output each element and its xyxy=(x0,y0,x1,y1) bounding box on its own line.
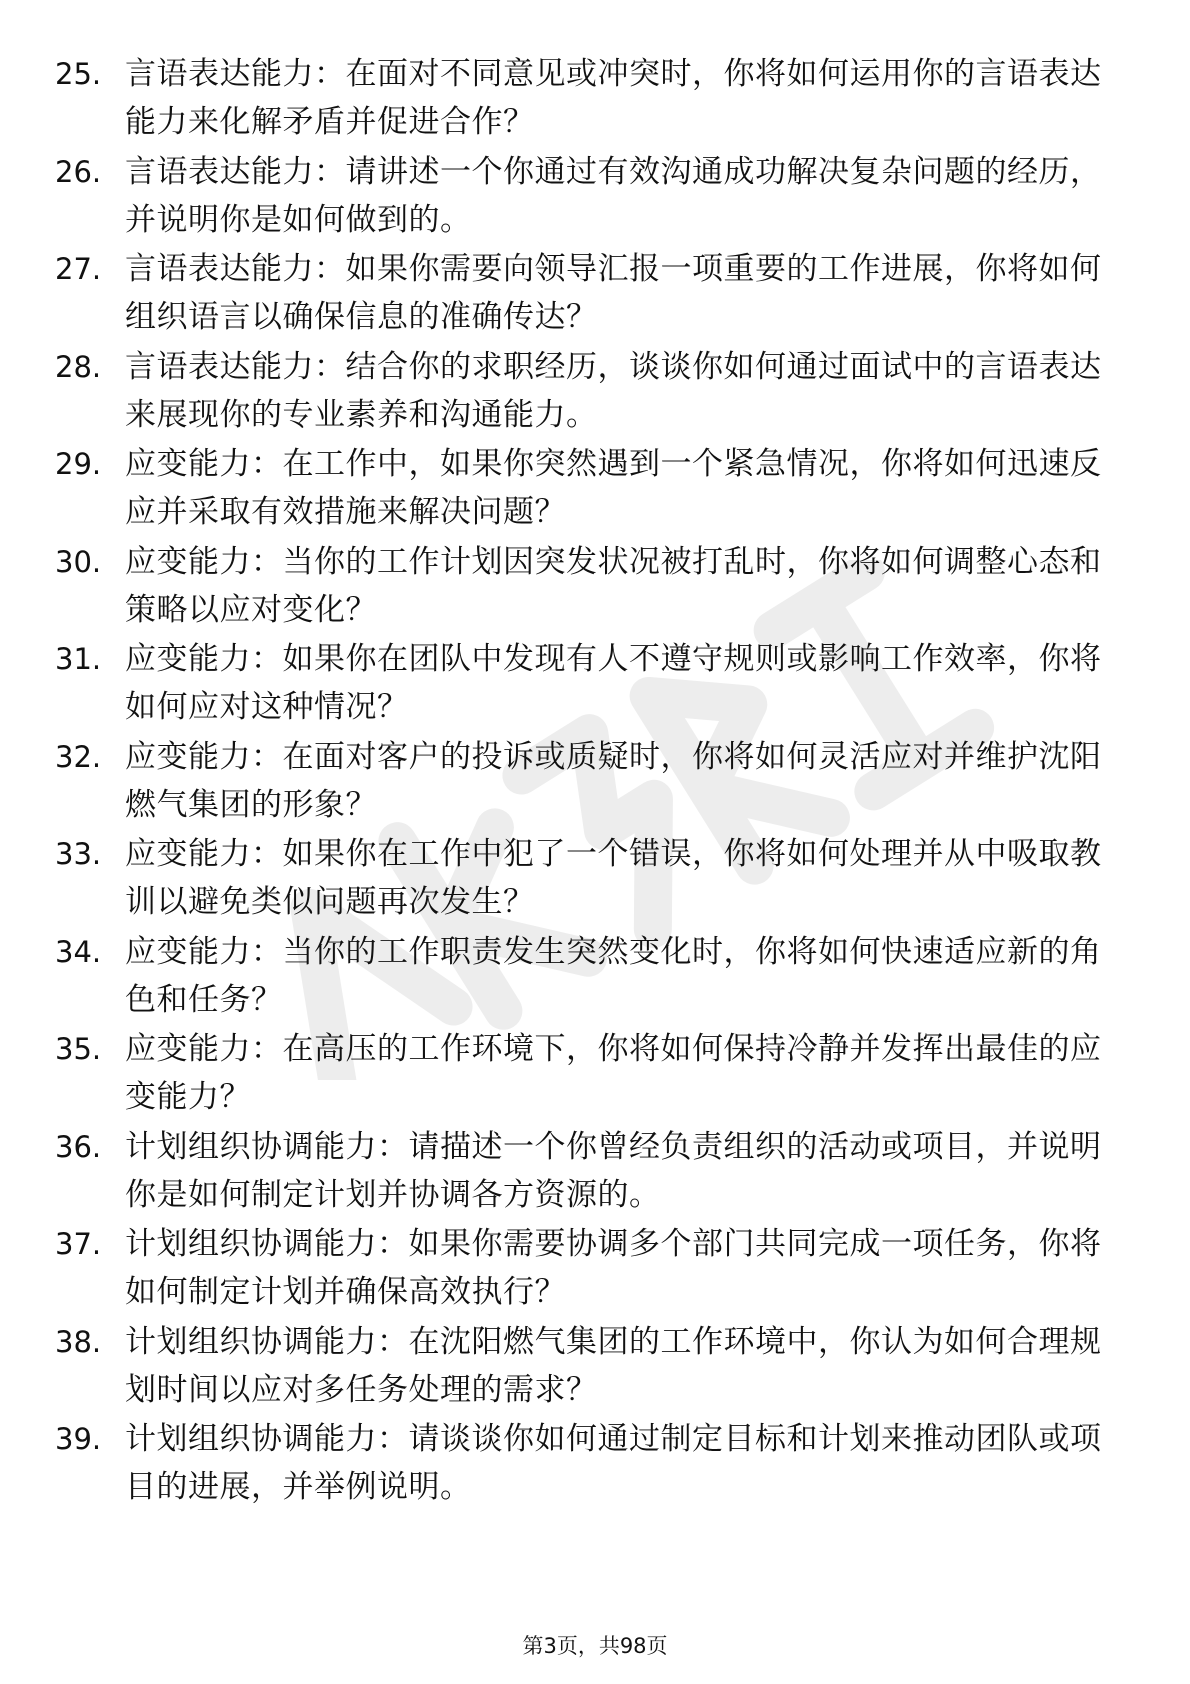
question-item xyxy=(0,1025,1190,1123)
question-item xyxy=(0,1318,1190,1416)
question-text: 应变能力：当你的工作职责发生突然变化时，你将如何快速适应新的角色和任务？ xyxy=(125,933,1102,1018)
question-item xyxy=(0,538,1190,636)
question-item xyxy=(0,343,1190,441)
question-text: 应变能力：如果你在工作中犯了一个错误，你将如何处理并从中吸取教训以避免类似问题再次发生？ xyxy=(125,836,1102,920)
question-number: 35. xyxy=(55,1032,102,1066)
question-list xyxy=(0,50,1190,1513)
question-text: 计划组织协调能力：请谈谈你如何通过制定目标和计划来推动团队或项目的进展，并举例说明。 xyxy=(125,1421,1102,1505)
question-item xyxy=(0,830,1190,928)
question-item xyxy=(0,733,1190,831)
question-item xyxy=(0,1220,1190,1318)
question-text: 言语表达能力：如果你需要向领导汇报一项重要的工作进展，你将如何组织语言以确保信息的准确传达？ xyxy=(125,251,1102,335)
question-text: 应变能力：在面对客户的投诉或质疑时，你将如何灵活应对并维护沈阳燃气集团的形象？ xyxy=(125,738,1102,823)
question-number: 30. xyxy=(55,544,102,579)
question-text: 计划组织协调能力：请描述一个你曾经负责组织的活动或项目，并说明你是如何制定计划并协调各方资源的。 xyxy=(125,1128,1102,1213)
question-text: 应变能力：如果你在团队中发现有人不遵守规则或影响工作效率，你将如何应对这种情况？ xyxy=(125,641,1102,725)
question-text: 应变能力：当你的工作计划因突发状况被打乱时，你将如何调整心态和策略以应对变化？ xyxy=(125,543,1102,628)
question-text: 言语表达能力：请讲述一个你通过有效沟通成功解决复杂问题的经历，并说明你是如何做到的。 xyxy=(125,153,1102,238)
question-text: 言语表达能力：结合你的求职经历，谈谈你如何通过面试中的言语表达来展现你的专业素养和沟通能力。 xyxy=(125,348,1102,433)
question-item xyxy=(0,440,1190,538)
question-item xyxy=(0,148,1190,246)
question-number: 34. xyxy=(55,934,102,969)
question-number: 31. xyxy=(55,642,102,676)
question-number: 36. xyxy=(55,1129,102,1164)
question-number: 38. xyxy=(55,1324,102,1359)
question-number: 33. xyxy=(55,837,102,871)
question-number: 28. xyxy=(55,349,102,384)
question-number: 27. xyxy=(55,252,102,286)
question-number: 29. xyxy=(55,447,102,481)
question-number: 26. xyxy=(55,154,102,189)
question-text: 应变能力：在工作中，如果你突然遇到一个紧急情况，你将如何迅速反应并采取有效措施来解决问题？ xyxy=(125,446,1102,530)
question-number: 37. xyxy=(55,1227,102,1261)
question-item xyxy=(0,1123,1190,1221)
page-footer: 第3页，共98页 xyxy=(522,1634,668,1658)
question-text: 应变能力：在高压的工作环境下，你将如何保持冷静并发挥出最佳的应变能力？ xyxy=(125,1031,1102,1115)
question-item xyxy=(0,245,1190,343)
question-item xyxy=(0,1415,1190,1513)
question-item xyxy=(0,635,1190,733)
question-text: 言语表达能力：在面对不同意见或冲突时，你将如何运用你的言语表达能力来化解矛盾并促进合作？ xyxy=(125,56,1102,140)
question-text: 计划组织协调能力：如果你需要协调多个部门共同完成一项任务，你将如何制定计划并确保高效执行？ xyxy=(125,1226,1102,1310)
question-item xyxy=(0,50,1190,148)
question-number: 39. xyxy=(55,1422,102,1456)
question-number: 25. xyxy=(55,57,102,91)
question-number: 32. xyxy=(55,739,102,774)
question-item xyxy=(0,928,1190,1026)
question-text: 计划组织协调能力：在沈阳燃气集团的工作环境中，你认为如何合理规划时间以应对多任务处理的需求？ xyxy=(125,1323,1102,1408)
